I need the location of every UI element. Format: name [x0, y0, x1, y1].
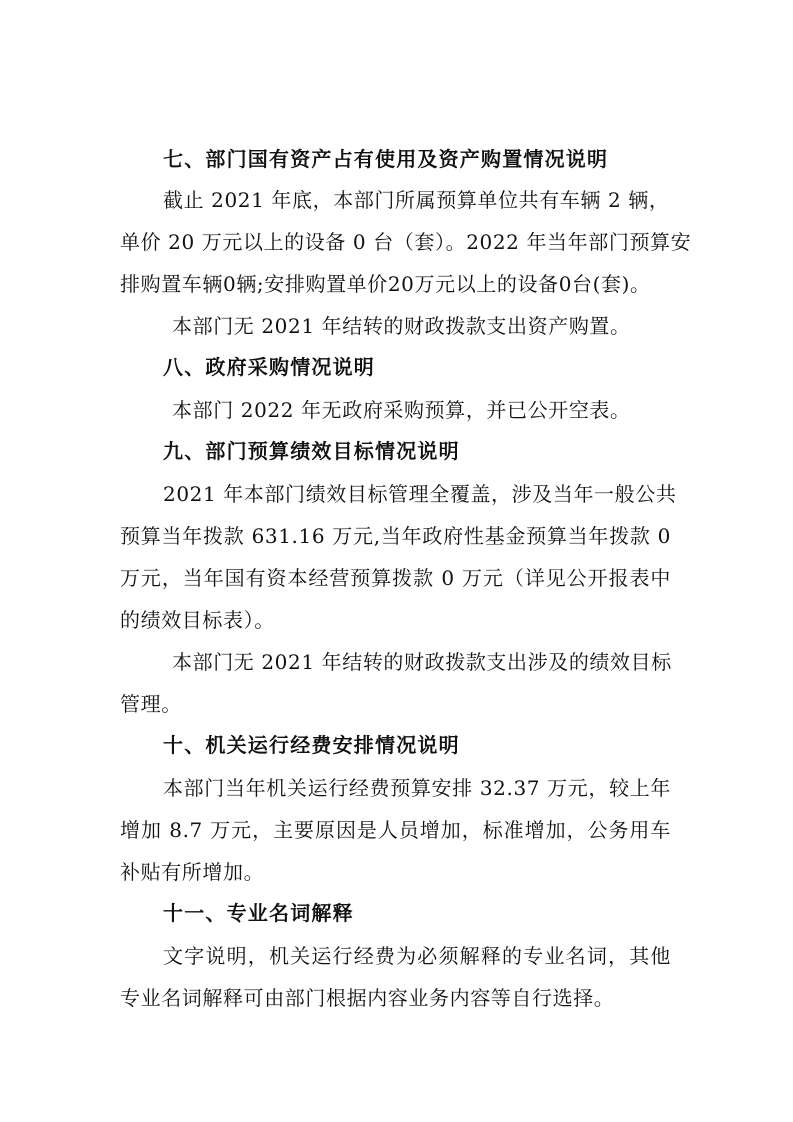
- section-10-p1-line2: 增加 8.7 万元，主要原因是人员增加，标准增加，公务用车: [120, 818, 671, 842]
- section-11-p1-line2: 专业名词解释可由部门根据内容业务内容等自行选择。: [120, 986, 615, 1010]
- section-9-p1-line4: 的绩效目标表）。: [120, 608, 275, 632]
- section-10-p1-line1: 本部门当年机关运行经费预算安排 32.37 万元，较上年: [163, 776, 671, 800]
- section-11-heading: 十一、专业名词解释: [163, 901, 354, 925]
- section-9-p2-line1: 本部门无 2021 年结转的财政拨款支出涉及的绩效目标: [172, 650, 672, 674]
- section-7-p1-line2: 单价 20 万元以上的设备 0 台（套）。2022 年当年部门预算安: [120, 230, 692, 254]
- section-9-p1-line3: 万元，当年国有资本经营预算拨款 0 万元（详见公开报表中: [120, 566, 671, 590]
- section-10-heading: 十、机关运行经费安排情况说明: [163, 733, 460, 757]
- section-11-p1-line1: 文字说明，机关运行经费为必须解释的专业名词，其他: [163, 944, 671, 968]
- section-7-p2-line1: 本部门无 2021 年结转的财政拨款支出资产购置。: [172, 314, 631, 338]
- section-10-p1-line3: 补贴有所增加。: [120, 860, 265, 884]
- section-7-p1-line1: 截止 2021 年底，本部门所属预算单位共有车辆 2 辆，: [163, 188, 670, 212]
- section-7-heading: 七、部门国有资产占有使用及资产购置情况说明: [163, 147, 609, 171]
- section-9-p2-line2: 管理。: [120, 692, 182, 716]
- section-9-heading: 九、部门预算绩效目标情况说明: [163, 439, 460, 463]
- section-7-p1-line3: 排购置车辆0辆;安排购置单价20万元以上的设备0台(套)。: [120, 272, 651, 296]
- section-9-p1-line1: 2021 年本部门绩效目标管理全覆盖，涉及当年一般公共: [163, 482, 677, 506]
- section-8-p1-line1: 本部门 2022 年无政府采购预算，并已公开空表。: [172, 398, 631, 422]
- section-9-p1-line2: 预算当年拨款 631.16 万元,当年政府性基金预算当年拨款 0: [120, 524, 671, 548]
- section-8-heading: 八、政府采购情况说明: [163, 355, 375, 379]
